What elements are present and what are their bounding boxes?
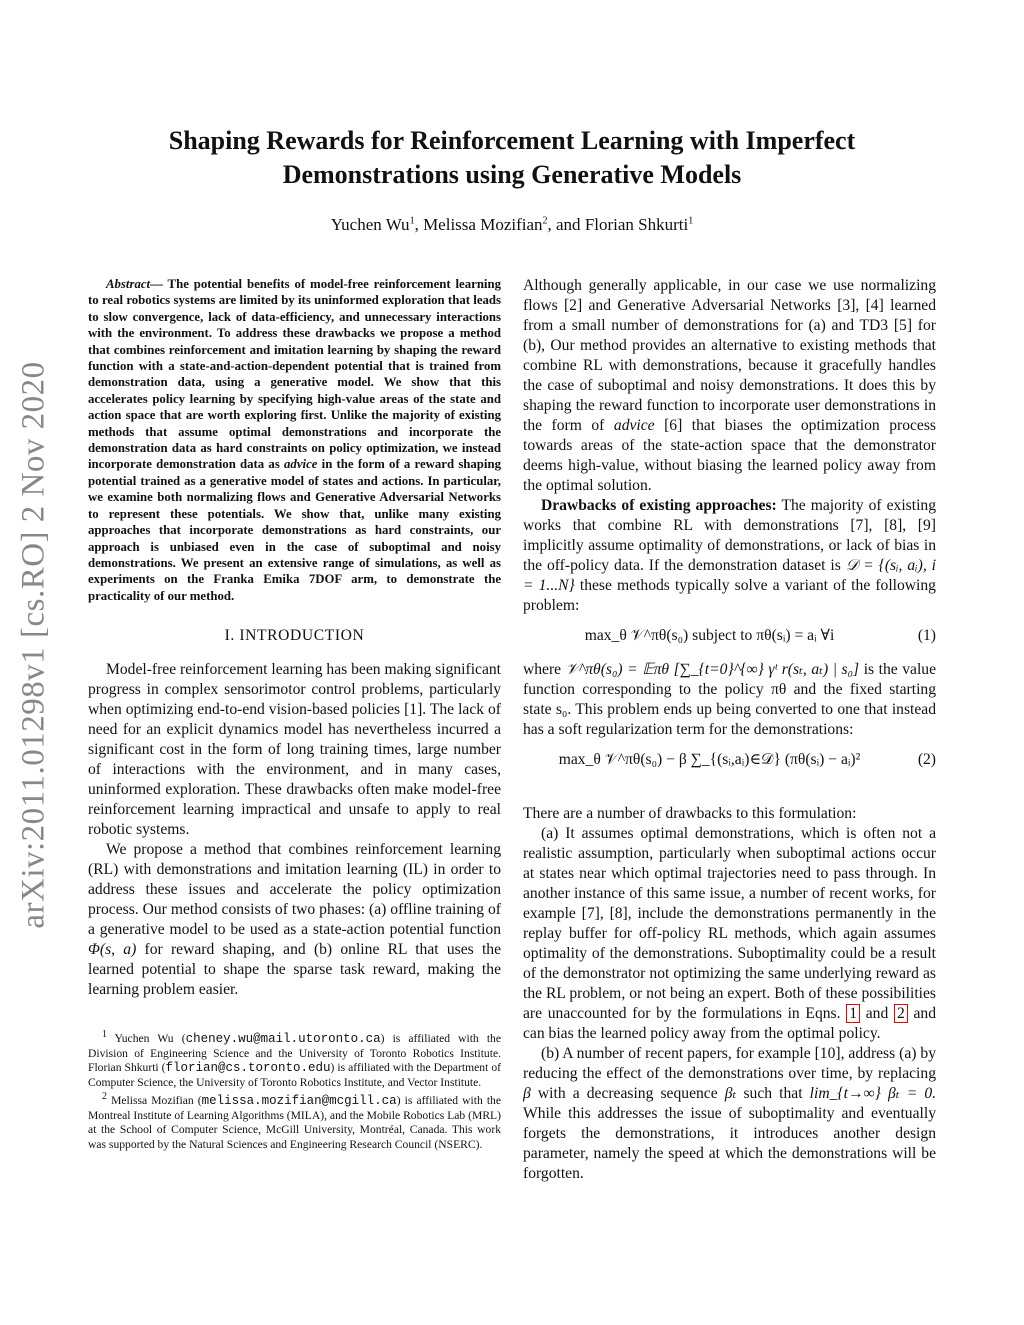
email-link[interactable]: melissa.mozifian@mcgill.ca <box>201 1094 397 1109</box>
footnote-text: ) is affiliated with the Division of Engineering Science and the University of Toronto Robotics Institute. Florian Shkurti ( <box>88 1031 501 1075</box>
affiliation-marker: 2 <box>542 215 548 227</box>
body-text: and can bias the learned policy away from the optimal policy. <box>523 1005 937 1042</box>
body-paragraph <box>523 660 936 740</box>
author-name: Florian Shkurti <box>584 215 689 234</box>
body-text: While this addresses the issue of suboptimality and eventually forgets the demonstrations, it introduces another design parameter, namely the speed at which the demonstrations will be forgotten. <box>523 1105 936 1182</box>
paragraph-heading: Drawbacks of existing approaches: <box>541 497 777 514</box>
footnote-text: ) is affiliated with the Department of Computer Science, the University of Toronto Robotics Institute, and Vector Institute. <box>88 1061 501 1089</box>
footnote-text: Melissa Mozifian ( <box>111 1094 202 1108</box>
footnote-text: Yuchen Wu ( <box>114 1031 186 1045</box>
equation-1 <box>523 620 936 656</box>
body-paragraph <box>523 496 936 616</box>
inline-math: 𝒟 = {(sᵢ, aᵢ), i = 1...N} <box>523 557 936 594</box>
inline-math: β <box>523 1085 531 1102</box>
abstract-advice-term: advice <box>284 457 318 472</box>
equation-number: (1) <box>917 627 936 644</box>
email-link[interactable]: florian@cs.toronto.edu <box>165 1061 331 1076</box>
inline-math: βₜ <box>724 1085 737 1102</box>
abstract-text: in the form of a reward shaping potential trained as a generative model of states and actions. In particular, we examine both normalizing flows and Generative Adversarial Networks to represent these potentials. We show that, unlike many existing approaches that incorporate demonstrations as hard constraints, our approach is unbiased even in the case of suboptimal and noisy demonstrations. We present an extensive range of simulations, as well as experiments on the Franka Emika 7DOF arm, to demonstrate the practicality of our method. <box>88 457 501 603</box>
arxiv-watermark <box>4 352 64 937</box>
body-paragraph <box>523 276 936 496</box>
abstract: Abstract— The potential benefits of model-free reinforcement learning to real robotics systems are limited by its uninformed exploration that leads to slow convergence, lack of data-efficiency, and unnecessary interactions with the environment. To address these drawbacks we propose a method that combines reinforcement and imitation learning by shaping the reward function with a state-and-action-dependent potential that is trained from demonstration data, using a generative model. We show that this accelerates policy learning by specifying high-value areas of the state and action space that are worth exploring first. Unlike the majority of existing methods that assume optimal demonstrations and incorporate the demonstration data as hard constraints on policy optimization, we instead incorporate demonstration data as advice in the form of a reward shaping potential trained as a generative model of states and actions. In particular, we examine both normalizing flows and Generative Adversarial Networks to represent these potentials. We show that, unlike many existing approaches that incorporate demonstrations as hard constraints, our approach is unbiased even in the case of suboptimal and noisy demonstrations. We present an extensive range of simulations, as well as experiments on the Franka Emika 7DOF arm, to demonstrate the practicality of our method. <box>88 277 502 603</box>
author-name: Yuchen Wu <box>330 215 410 234</box>
body-text: is the value function corresponding to the policy πθ and the fixed starting state s₀. This problem ends up being converted to one that instead has a soft regularization term for the demonstrations: <box>523 661 937 738</box>
emphasis-advice: advice <box>613 417 655 434</box>
author-name: Melissa Mozifian <box>423 215 543 234</box>
footnote <box>88 1028 501 1090</box>
equation-reference-link[interactable]: 2 <box>894 1004 908 1023</box>
inline-math: lim_{t→∞} βₜ = 0. <box>809 1085 937 1102</box>
intro-text: We propose a method that combines reinforcement learning (RL) with demonstrations and imitation learning (IL) in order to address these issues and accelerate the policy optimization process. Our method consists of two phases: (a) offline training of a generative model to be used as a state-action potential function <box>88 841 501 939</box>
body-text: [6] that biases the optimization process towards areas of the state-action space that the demonstrator deems high-value, without biasing the learned policy away from the optimal solution. <box>523 417 936 494</box>
affiliation-marker: 1 <box>688 215 694 227</box>
body-paragraph <box>523 1044 936 1184</box>
footnote-marker: 2 <box>102 1091 107 1103</box>
footnote-marker: 1 <box>102 1029 107 1041</box>
body-text: such that <box>743 1085 803 1102</box>
paper-title: Shaping Rewards for Reinforcement Learning with Imperfect Demonstrations using Generative Models <box>168 126 856 189</box>
footnotes <box>88 1028 501 1152</box>
body-text: (a) It assumes optimal demonstrations, which is often not a realistic assumption, particularly when suboptimal actions occur at states near which optimal trajectories need to pass through. In another instance of this same issue, a number of recent works, for example [7], [8], include the demonstrations permanently in the replay buffer for off-policy RL methods, which again assumes optimality of the demonstrations. Suboptimality could be a result of the demonstrator not optimizing the same underlying reward as the RL problem, or not being an expert. Both of these possibilities are unaccounted for by the formulations in Eqns. <box>523 825 936 1022</box>
inline-math: Φ(s, a) <box>88 941 137 959</box>
abstract-text: The potential benefits of model-free reinforcement learning to real robotics systems are limited by its uninformed exploration that leads to slow convergence, lack of data-efficiency, and unnecessary interactions with the environment. To address these drawbacks we propose a method that combines reinforcement and imitation learning by shaping the reward function with a state-and-action-dependent potential that is trained from demonstration data, using a generative model. We show that this accelerates policy learning by specifying high-value areas of the state and action space that are worth exploring first. Unlike the majority of existing methods that assume optimal demonstrations and incorporate the demonstration data as hard constraints on policy optimization, we instead incorporate demonstration data as <box>88 277 502 472</box>
footnote <box>88 1090 501 1152</box>
section-heading: I. INTRODUCTION <box>224 627 365 645</box>
equation-body: max_θ 𝒱^πθ(s₀) subject to πθ(sᵢ) = aᵢ ∀i <box>584 627 835 644</box>
intro-paragraph <box>88 840 501 1000</box>
left-column <box>88 276 501 1153</box>
body-text: where <box>523 661 562 678</box>
equation-reference-link[interactable]: 1 <box>846 1004 860 1023</box>
body-text: and <box>865 1005 889 1022</box>
intro-text: for reward shaping, and (b) online RL that uses the learned potential to shape the sparse task reward, making the learning problem easier. <box>88 941 502 999</box>
right-column <box>523 276 936 1184</box>
body-text: The majority of existing works that combine RL with demonstrations [7], [8], [9] implicitly assume optimality of demonstrations, or lack of bias in the off-policy data. If the demonstration dataset is <box>523 497 936 574</box>
email-link[interactable]: cheney.wu@mail.utoronto.ca <box>185 1031 381 1046</box>
author-list: Yuchen Wu$^1$, Melissa Mozifian$^2$, and Florian Shkurti$^1$ <box>330 215 694 234</box>
inline-math: 𝒱^πθ(s₀) = 𝔼πθ [∑_{t=0}^{∞} γᵗ r(sₜ, aₜ) | s₀] <box>565 661 860 678</box>
body-text: with a decreasing sequence <box>537 1085 718 1102</box>
affiliation-marker: 1 <box>409 215 415 227</box>
abstract-label: Abstract <box>106 277 151 291</box>
footnote-text: ) is affiliated with the Montreal Institute of Learning Algorithms (MILA), and the Mobile Robotics Lab (MRL) at the School of Computer Science, McGill University, Montréal, Canada. This work was supported by the Natural Sciences and Engineering Research Council (NSERC). <box>88 1094 501 1151</box>
body-text: Although generally applicable, in our case we use normalizing flows [2] and Generative Adversarial Networks [3], [4] learned from a small number of demonstrations for (a) and TD3 [5] for (b), Our method provides an alternative to existing methods that combine RL with demonstrations, because it gracefully handles the case of suboptimal and noisy demonstrations. It does this by shaping the reward function to incorporate user demonstrations in the form of <box>523 277 936 434</box>
body-paragraph <box>523 824 936 1044</box>
body-text: these methods typically solve a variant of the following problem: <box>523 577 936 614</box>
equation-2 <box>523 744 936 800</box>
equation-body: max_θ 𝒱^πθ(s₀) − β ∑_{(sᵢ,aᵢ)∈𝒟} (πθ(sᵢ) − aᵢ)² <box>558 751 861 768</box>
body-text: (b) A number of recent papers, for example [10], address (a) by reducing the effect of the demonstrations over time, by replacing <box>523 1045 936 1082</box>
arxiv-identifier: arXiv:2011.01298v1 [cs.RO] 2 Nov 2020 <box>15 360 52 929</box>
body-paragraph: There are a number of drawbacks to this formulation: <box>523 805 857 822</box>
equation-number: (2) <box>917 751 936 768</box>
intro-paragraph: Model-free reinforcement learning has been making significant progress in complex sensorimotor control problems, particularly when optimizing end-to-end vision-based policies [1]. The lack of need for an explicit dynamics model has nevertheless incurred a significant cost in the form of long training times, large number of interactions with the environment, and in many cases, uninformed exploration. These drawbacks often make model-free reinforcement learning impractical and unsafe to apply to real robotic systems. <box>88 661 501 839</box>
